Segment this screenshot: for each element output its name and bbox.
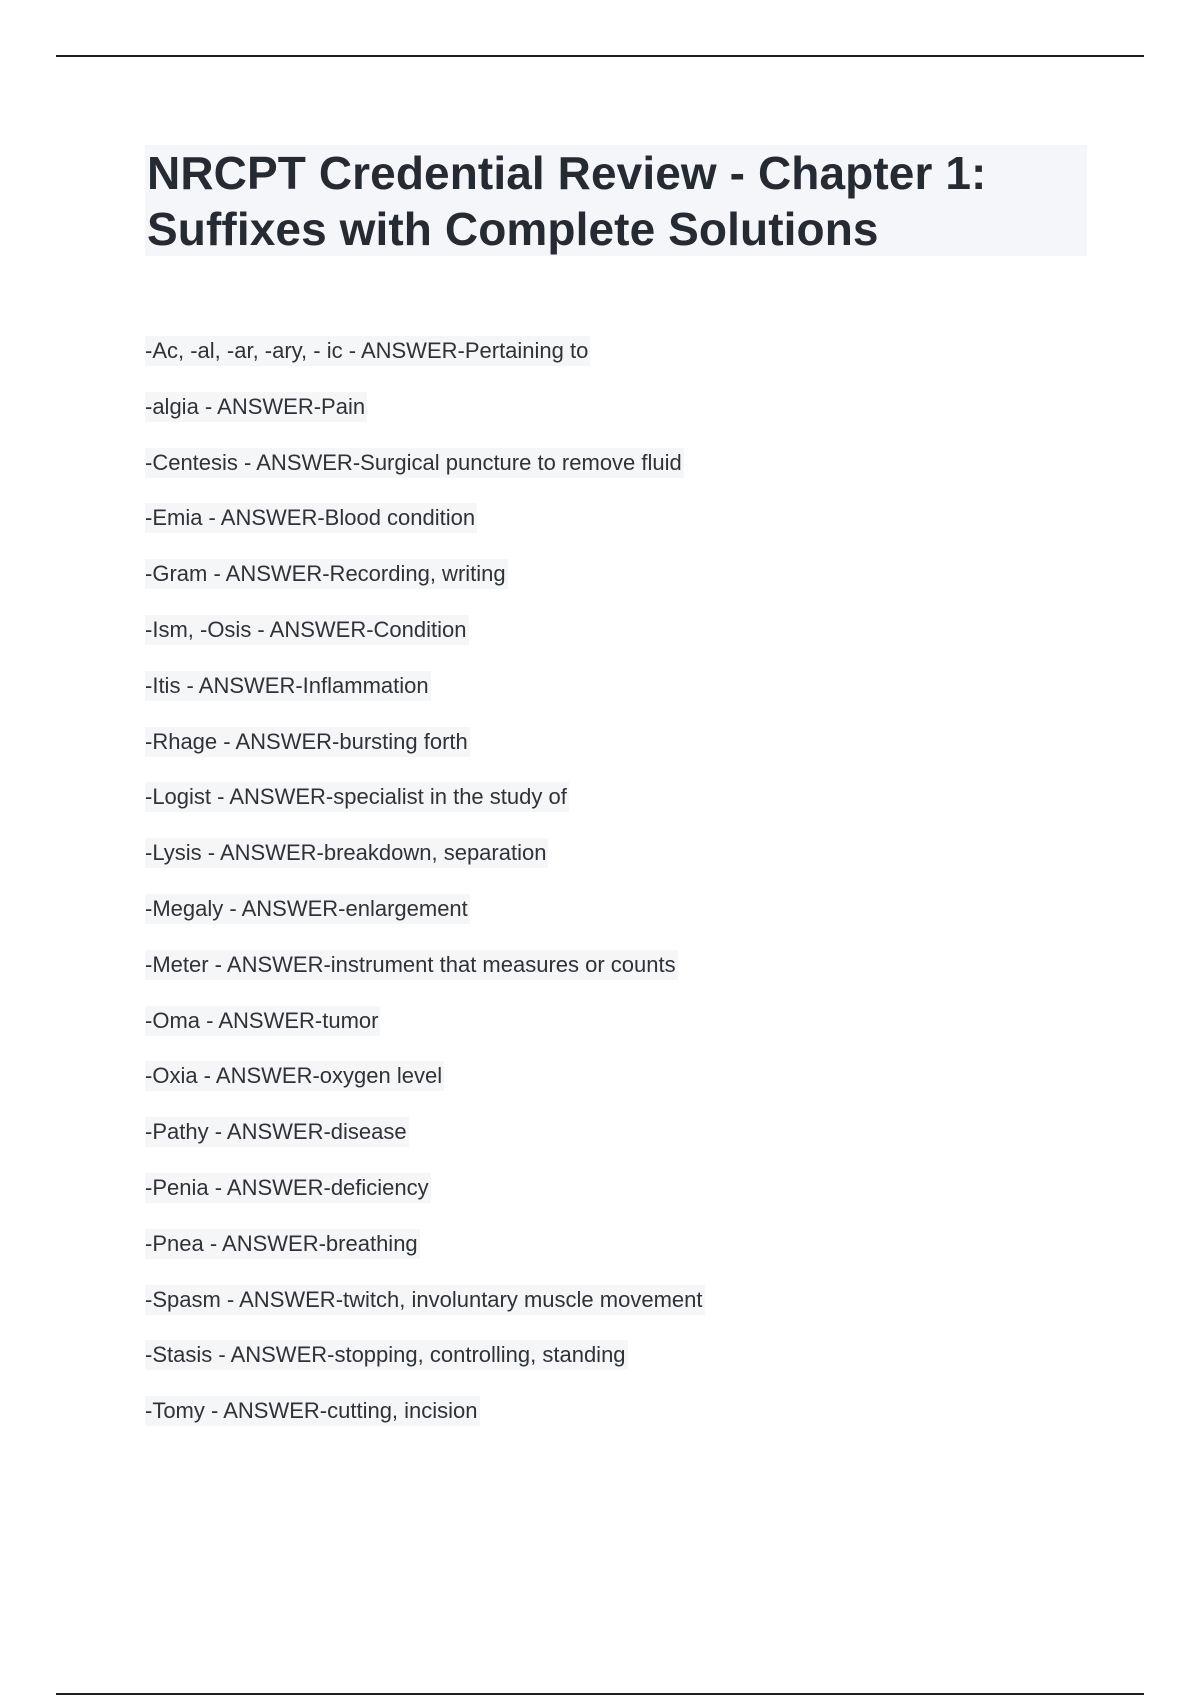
list-item <box>145 503 705 559</box>
qa-text: -Itis - ANSWER-Inflammation <box>145 671 431 701</box>
list-item <box>145 392 705 448</box>
list-item <box>145 1396 705 1452</box>
list-item <box>145 1173 705 1229</box>
list-item <box>145 894 705 950</box>
qa-text: -Penia - ANSWER-deficiency <box>145 1173 431 1203</box>
list-item <box>145 1061 705 1117</box>
qa-text: -Stasis - ANSWER-stopping, controlling, standing <box>145 1340 628 1370</box>
list-item <box>145 782 705 838</box>
qa-text: -Pnea - ANSWER-breathing <box>145 1229 420 1259</box>
page-title: NRCPT Credential Review - Chapter 1: Suffixes with Complete Solutions <box>147 147 987 255</box>
top-rule <box>56 55 1144 57</box>
title-block <box>145 145 1087 256</box>
qa-text: -Gram - ANSWER-Recording, writing <box>145 559 508 589</box>
list-item <box>145 559 705 615</box>
bottom-rule <box>56 1693 1144 1695</box>
qa-text: -Oxia - ANSWER-oxygen level <box>145 1061 444 1091</box>
qa-text: -Spasm - ANSWER-twitch, involuntary muscle movement <box>145 1285 705 1315</box>
qa-text: -algia - ANSWER-Pain <box>145 392 367 422</box>
qa-text: -Emia - ANSWER-Blood condition <box>145 503 477 533</box>
qa-text: -Pathy - ANSWER-disease <box>145 1117 409 1147</box>
list-item <box>145 1117 705 1173</box>
qa-text: -Megaly - ANSWER-enlargement <box>145 894 470 924</box>
list-item <box>145 727 705 783</box>
qa-text: -Centesis - ANSWER-Surgical puncture to remove fluid <box>145 448 684 478</box>
qa-text: -Ac, -al, -ar, -ary, - ic - ANSWER-Pertaining to <box>145 336 590 366</box>
qa-text: -Logist - ANSWER-specialist in the study of <box>145 782 569 812</box>
list-item <box>145 838 705 894</box>
qa-text: -Lysis - ANSWER-breakdown, separation <box>145 838 548 868</box>
qa-text: -Tomy - ANSWER-cutting, incision <box>145 1396 480 1426</box>
qa-text: -Oma - ANSWER-tumor <box>145 1006 380 1036</box>
list-item <box>145 615 705 671</box>
list-item <box>145 448 705 504</box>
list-item <box>145 1285 705 1341</box>
qa-text: -Ism, -Osis - ANSWER-Condition <box>145 615 469 645</box>
list-item <box>145 1006 705 1062</box>
list-item <box>145 671 705 727</box>
qa-text: -Rhage - ANSWER-bursting forth <box>145 727 470 757</box>
qa-text: -Meter - ANSWER-instrument that measures or counts <box>145 950 678 980</box>
list-item <box>145 336 705 392</box>
qa-list <box>145 336 705 1452</box>
list-item <box>145 1229 705 1285</box>
list-item <box>145 950 705 1006</box>
list-item <box>145 1340 705 1396</box>
